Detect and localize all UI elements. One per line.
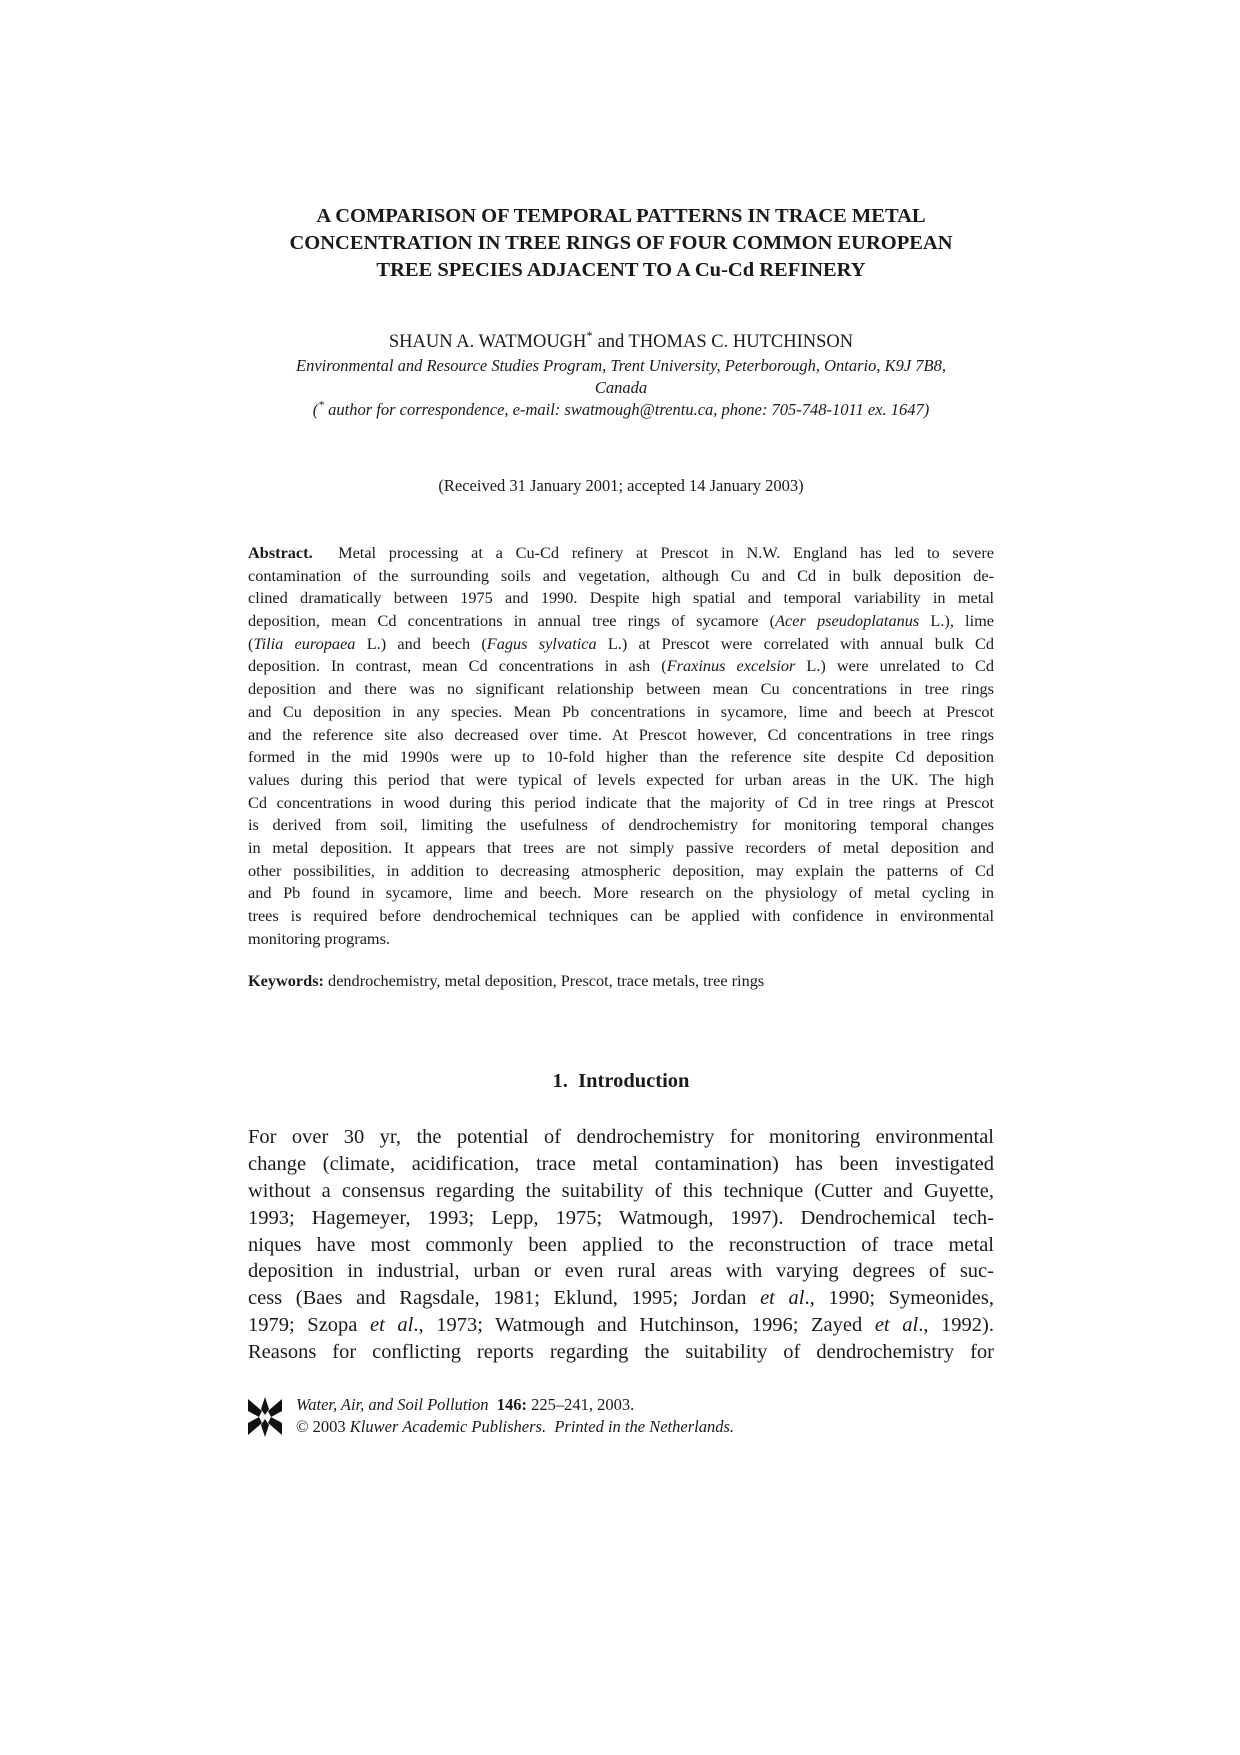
abstract-line: other possibilities, in addition to decreasing atmospheric deposition, may explain the patterns of Cd [248, 860, 994, 880]
body-line: deposition in industrial, urban or even rural areas with varying degrees of suc- [248, 1260, 994, 1283]
author-name: THOMAS C. HUTCHINSON [628, 332, 854, 352]
abstract-line: trees is required before dendrochemical techniques can be applied with confidence in environmental [248, 906, 994, 925]
keywords-text: dendrochemistry, metal deposition, Prescot, trace metals, tree rings [328, 971, 765, 990]
journal-footer [248, 1394, 994, 1442]
title-line: CONCENTRATION IN TREE RINGS OF FOUR COMMON EUROPEAN [289, 232, 953, 254]
abstract [248, 542, 994, 950]
publisher-logo-icon [248, 1397, 282, 1437]
keywords-label: Keywords: [248, 971, 324, 990]
author-conjunction: and [592, 332, 629, 352]
journal-citation: Water, Air, and Soil Pollution 146: 225–241, 2003. [296, 1395, 635, 1414]
author-line [248, 327, 994, 353]
copyright-line: © 2003 Kluwer Academic Publishers. Printed in the Netherlands. [296, 1417, 734, 1436]
paper-title [248, 203, 994, 284]
section-number: 1. [552, 1070, 568, 1092]
abstract-line: Abstract. Metal processing at a Cu-Cd refinery at Prescot in N.W. England has led to severe [248, 543, 994, 562]
affiliation-line: Environmental and Resource Studies Program, Trent University, Peterborough, Ontario, K9J 7B8, [295, 356, 946, 375]
body-line: Reasons for conflicting reports regarding the suitability of dendrochemistry for [248, 1341, 994, 1364]
correspondence-mark: * [318, 399, 324, 412]
abstract-line: Cd concentrations in wood during this period indicate that the majority of Cd in tree rings at Prescot [248, 792, 994, 812]
body-line: For over 30 yr, the potential of dendrochemistry for monitoring environmental [248, 1126, 994, 1148]
abstract-line: monitoring programs. [248, 928, 390, 948]
affiliation-line: Canada [594, 378, 648, 397]
abstract-line: and Cu deposition in any species. Mean Pb concentrations in sycamore, lime and beech at Prescot [248, 701, 994, 721]
abstract-line: formed in the mid 1990s were up to 10-fold higher than the reference site despite Cd deposition [248, 747, 994, 767]
affiliation [248, 355, 994, 421]
abstract-line: values during this period that were typical of levels expected for urban areas in the UK. The high [248, 769, 994, 789]
abstract-line: deposition. In contrast, mean Cd concentrations in ash (Fraxinus excelsior L.) were unrelated to Cd [248, 656, 994, 676]
section-title: Introduction [578, 1070, 690, 1092]
abstract-line: clined dramatically between 1975 and 1990. Despite high spatial and temporal variability in metal [248, 588, 994, 608]
body-line: change (climate, acidification, trace metal contamination) has been investigated [248, 1152, 994, 1175]
abstract-line: in metal deposition. It appears that trees are not simply passive recorders of metal deposition and [248, 837, 994, 857]
abstract-line: contamination of the surrounding soils and vegetation, although Cu and Cd in bulk deposition de- [248, 565, 994, 585]
abstract-label: Abstract. [248, 543, 313, 562]
title-line: A COMPARISON OF TEMPORAL PATTERNS IN TRACE METAL [316, 205, 926, 227]
abstract-line: and Pb found in sycamore, lime and beech. More research on the physiology of metal cycling in [248, 883, 994, 903]
abstract-line: is derived from soil, limiting the usefulness of dendrochemistry for monitoring temporal changes [248, 815, 994, 835]
body-line: niques have most commonly been applied to the reconstruction of trace metal [248, 1233, 994, 1256]
body-line: without a consensus regarding the suitability of this technique (Cutter and Guyette, [248, 1179, 994, 1202]
abstract-line: and the reference site also decreased over time. At Prescot however, Cd concentrations in tree rings [248, 724, 994, 744]
title-line: TREE SPECIES ADJACENT TO A Cu-Cd REFINERY [376, 259, 866, 281]
abstract-line: deposition and there was no significant relationship between mean Cu concentrations in tree rings [248, 679, 994, 699]
correspondence-line: (* author for correspondence, e-mail: swatmough@trentu.ca, phone: 705-748-1011 ex. 1647) [312, 399, 930, 419]
section-heading [248, 1068, 994, 1094]
body-line: 1993; Hagemeyer, 1993; Lepp, 1975; Watmough, 1997). Dendrochemical tech- [248, 1206, 994, 1229]
body-line: 1979; Szopa et al., 1973; Watmough and Hutchinson, 1996; Zayed et al., 1992). [248, 1314, 994, 1337]
abstract-line: (Tilia europaea L.) and beech (Fagus sylvatica L.) at Prescot were correlated with annual bulk Cd [248, 633, 994, 653]
author-name: SHAUN A. WATMOUGH [388, 332, 587, 352]
body-line: cess (Baes and Ragsdale, 1981; Eklund, 1995; Jordan et al., 1990; Symeonides, [248, 1287, 994, 1310]
received-dates: (Received 31 January 2001; accepted 14 January 2003) [438, 476, 804, 495]
correspondence-mark: * [586, 327, 593, 343]
keywords [248, 970, 994, 992]
introduction-text [248, 1124, 994, 1366]
abstract-line: deposition, mean Cd concentrations in annual tree rings of sycamore (Acer pseudoplatanus L.), lime [248, 611, 994, 631]
